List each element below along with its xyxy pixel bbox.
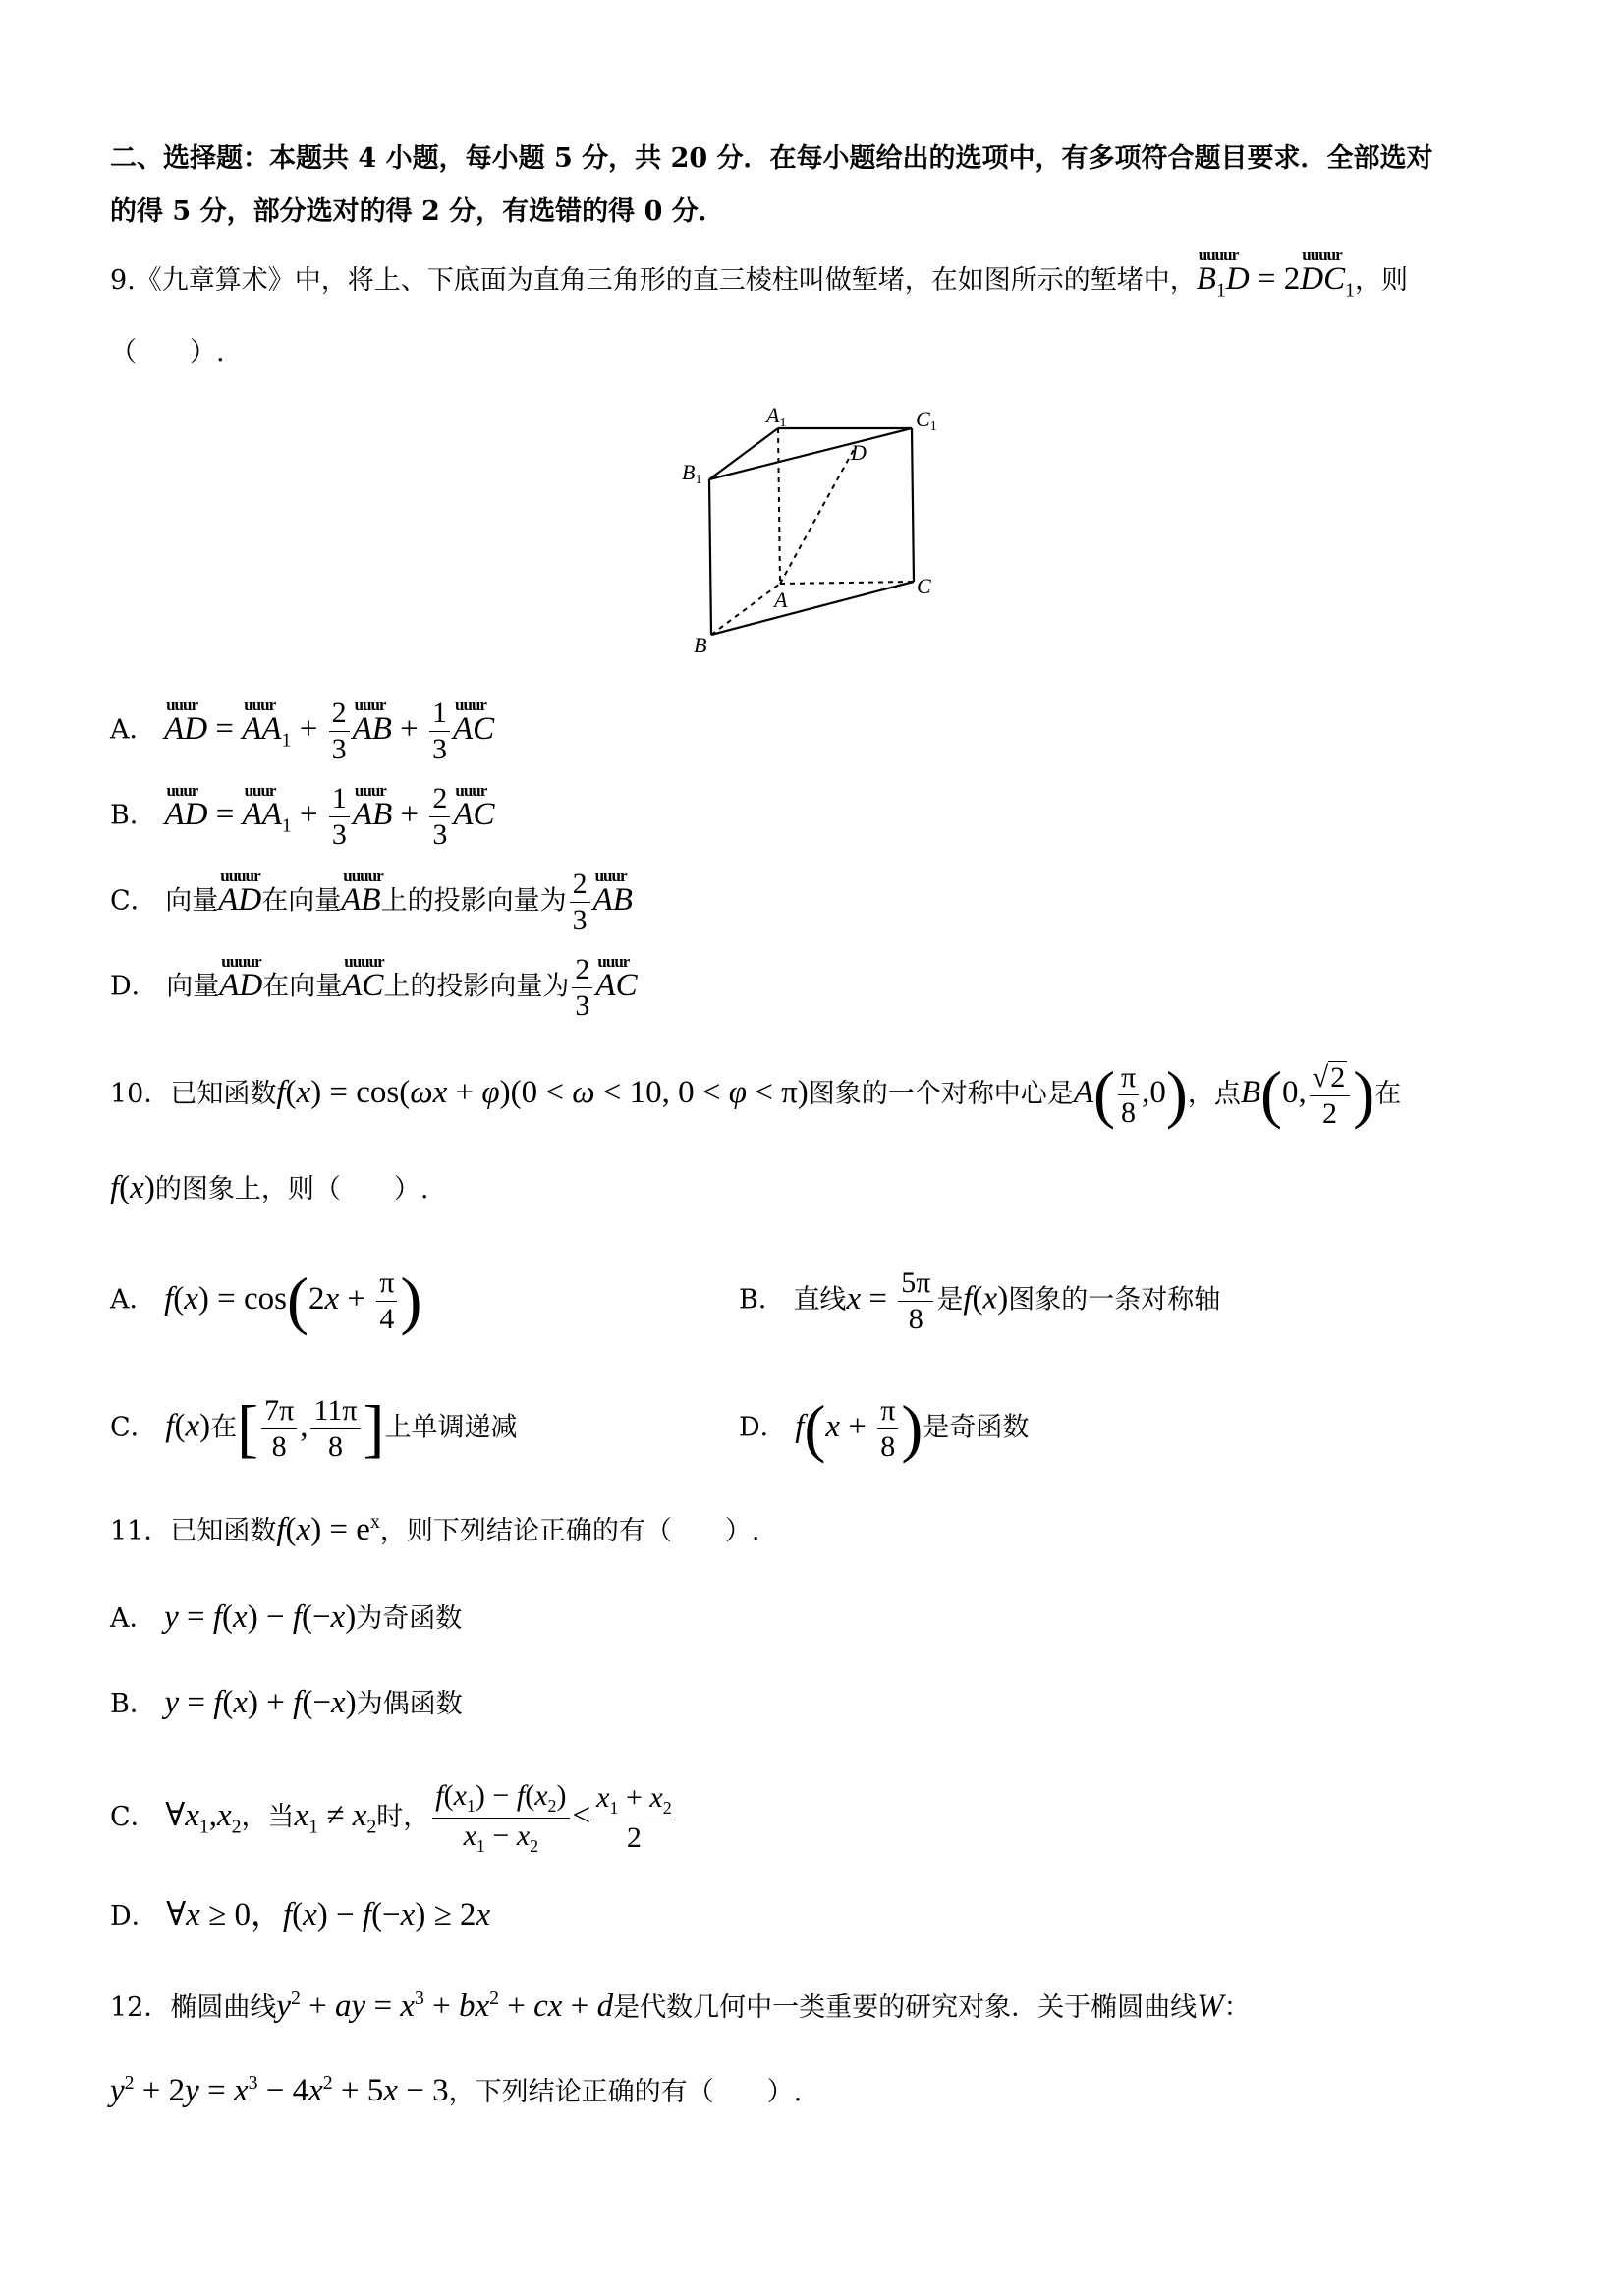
- q10-c-text1: 在: [210, 1412, 238, 1443]
- prism-figure: [668, 401, 963, 666]
- q11-option-c[interactable]: [110, 1780, 678, 1856]
- edge-BC: [711, 582, 914, 635]
- q12-general-eq: $y^2$ + ay = $x^3 + bx^2$ + cx + d: [276, 1988, 614, 2024]
- q10-d-text: 是奇函数: [923, 1412, 1030, 1443]
- q10-stem: [110, 1058, 1402, 1131]
- q10-b-fx: f(x): [963, 1280, 1009, 1316]
- q10-option-b[interactable]: [739, 1267, 1220, 1334]
- q9-option-c[interactable]: [110, 868, 633, 935]
- q9-c-text2: 在向量: [261, 885, 342, 917]
- q9-option-d[interactable]: [110, 954, 638, 1021]
- q11-d-math: ∀x ≥ 0，f(x) − f(−x) ≥ 2x: [166, 1897, 491, 1932]
- q9-c-vec-ab: uuuur AB: [341, 884, 380, 917]
- q12-prefix: 12．椭圆曲线: [110, 1992, 277, 2023]
- q11-c-quant: $\forall x_1,x_2$: [165, 1797, 242, 1838]
- q12-stem-2: [110, 2074, 802, 2107]
- q9-option-c-label: C．: [110, 885, 157, 917]
- q10-d-math: f(x + $\frac{\pi}{8}$ ): [795, 1392, 923, 1464]
- q10-b-math: x = $\frac{5\pi}{8}$: [846, 1281, 936, 1316]
- q9-d-text1: 向量: [166, 971, 220, 1002]
- q11-c-text2: 时，: [376, 1801, 430, 1832]
- q9-option-d-label: D．: [110, 971, 158, 1002]
- q12-curve-name: W: [1197, 1988, 1224, 2024]
- q11-a-text: 为奇函数: [356, 1603, 463, 1634]
- q11-option-b[interactable]: [110, 1687, 463, 1719]
- label-A: A: [774, 588, 788, 612]
- q9-d-text2: 在向量: [262, 971, 343, 1002]
- q10-prefix: 10．已知函数: [110, 1079, 277, 1110]
- q10-c-interval: [ $\frac{7\pi}{8}$ , $\frac{11\pi}{8}$ ]: [237, 1392, 385, 1464]
- q9-option-a-math: uuur AD = uuur $AA_1$ + $\frac{2}{3}$ uuur AB + $\frac{1}{3}$ uuur AC: [164, 711, 494, 747]
- q10-option-c-label: C．: [110, 1412, 157, 1443]
- q9-stem-text: 9.《九章算术》中，将上、下底面为直角三角形的直三棱柱叫做堑堵，在如图所示的堑堵中，: [110, 265, 1197, 296]
- q11-func: $f(x) = e^x$: [276, 1511, 380, 1547]
- q10-fx: f(x): [110, 1170, 155, 1205]
- q9-option-a-label: A．: [110, 714, 156, 746]
- q9-stem: [110, 263, 1408, 301]
- q10-option-a[interactable]: [110, 1264, 422, 1336]
- section-line-1: 二、选择题：本题共 4 小题，每小题 5 分，共 20 分．在每小题给出的选项中，有多项符合题目要求．全部选对: [110, 143, 1433, 174]
- q11-option-d[interactable]: [110, 1899, 490, 1932]
- q11-option-a-label: A．: [110, 1603, 156, 1634]
- edge-AC: [780, 582, 914, 584]
- q9-c-text3: 上的投影向量为: [380, 885, 567, 917]
- q12-line2: ，下列结论正确的有（ ）.: [448, 2077, 803, 2107]
- q11-stem: [110, 1513, 759, 1546]
- q11-option-d-label: D．: [110, 1901, 158, 1932]
- q10-text2: ，点: [1187, 1079, 1241, 1110]
- edge-B1B: [709, 479, 711, 635]
- label-C1: C1: [916, 407, 937, 434]
- q11-option-b-label: B．: [110, 1689, 156, 1719]
- q12-stem: [110, 1989, 1251, 2023]
- q12-text1: 是代数几何中一类重要的研究对象．关于椭圆曲线: [613, 1992, 1198, 2023]
- q11-text: ，则下列结论正确的有（ ）.: [379, 1516, 760, 1546]
- q9-blank: （ ）.: [110, 337, 225, 367]
- q9-d-proj: $\frac{2}{3}$ uuur AC: [569, 968, 637, 1003]
- section-line-2: 的得 5 分，部分选对的得 2 分，有选错的得 0 分．: [110, 196, 725, 227]
- q9-option-b-math: uuur AD = uuur $AA_1$ + $\frac{1}{3}$ uuur AB + $\frac{2}{3}$ uuur AC: [164, 797, 494, 832]
- q10-point-b: B(0, $\frac{√2}{2}$ ): [1240, 1058, 1375, 1131]
- segment-AD: [780, 446, 856, 584]
- q10-option-a-label: A．: [110, 1284, 156, 1316]
- label-B: B: [694, 633, 707, 657]
- q9-d-text3: 上的投影向量为: [383, 971, 570, 1002]
- q9-d-vec-ad: uuuur AD: [219, 970, 262, 1002]
- q10-b-text2: 是: [936, 1284, 964, 1316]
- q9-option-a[interactable]: [110, 698, 494, 764]
- edge-C1C: [912, 428, 914, 582]
- label-C: C: [917, 574, 931, 598]
- q10-c-text2: 上单调递减: [384, 1412, 518, 1443]
- q12-curve-eq: $y^2 + 2y = x^3 - 4x^2 + 5x - 3$: [110, 2072, 449, 2108]
- q10-a-math: f(x) = cos(2x + $\frac{\pi}{4}$ ): [164, 1264, 422, 1336]
- q9-c-text1: 向量: [165, 885, 219, 917]
- q11-c-cond: $x_1 \ne x_2$: [294, 1797, 377, 1838]
- label-A1: A1: [766, 403, 787, 430]
- edge-B1C1: [709, 428, 912, 479]
- q12-text2: ：: [1223, 1992, 1251, 2023]
- q9-c-vec-ad: uuuur AD: [218, 884, 261, 917]
- q11-prefix: 11．已知函数: [110, 1516, 277, 1546]
- q10-line2: 的图象上，则（ ）.: [154, 1174, 429, 1204]
- q11-c-ineq: $\frac{f(x_1) - f(x_2)}{x_1 - x_2}$ < $\frac{x_1 + x_2}{2}$: [429, 1798, 677, 1833]
- q9-d-vec-ac: uuuur AC: [342, 970, 383, 1002]
- q10-b-text3: 图象的一条对称轴: [1008, 1284, 1221, 1316]
- q11-b-math: y = f(x) + f(−x): [164, 1685, 357, 1720]
- q9-stem-math: uuuur $B_1D$ = 2uuuur $DC_1$: [1197, 261, 1355, 297]
- q11-b-text: 为偶函数: [356, 1689, 463, 1719]
- q10-b-text1: 直线: [793, 1284, 847, 1316]
- q11-option-a[interactable]: [110, 1601, 462, 1634]
- edge-A1A: [778, 428, 780, 584]
- q10-option-b-label: B．: [739, 1284, 785, 1316]
- q9-c-proj: $\frac{2}{3}$ uuur AB: [567, 882, 633, 918]
- q10-option-d[interactable]: [739, 1392, 1030, 1464]
- q11-option-c-label: C．: [110, 1801, 157, 1832]
- q10-center: A( $\frac{\pi}{8}$ ,0): [1073, 1058, 1188, 1131]
- q10-stem-2: [110, 1172, 428, 1204]
- q11-a-math: y = f(x) − f(−x): [164, 1599, 357, 1635]
- q9-option-b[interactable]: [110, 783, 495, 850]
- q10-c-fx: f(x): [165, 1408, 211, 1444]
- q11-c-text1: ，当: [241, 1801, 295, 1832]
- q10-option-c[interactable]: [110, 1392, 518, 1464]
- edge-BA: [711, 584, 780, 635]
- q9-stem-suffix: ，则: [1355, 265, 1409, 296]
- q10-option-d-label: D．: [739, 1412, 787, 1443]
- q10-func: f(x) = cos(ωx + φ)(0 < ω < 10, 0 < φ < π): [276, 1075, 809, 1111]
- label-B1: B1: [682, 460, 702, 487]
- q10-text1: 图象的一个对称中心是: [808, 1079, 1074, 1110]
- q9-option-b-label: B．: [110, 800, 156, 831]
- label-D: D: [851, 440, 867, 465]
- q10-text3: 在: [1374, 1079, 1402, 1110]
